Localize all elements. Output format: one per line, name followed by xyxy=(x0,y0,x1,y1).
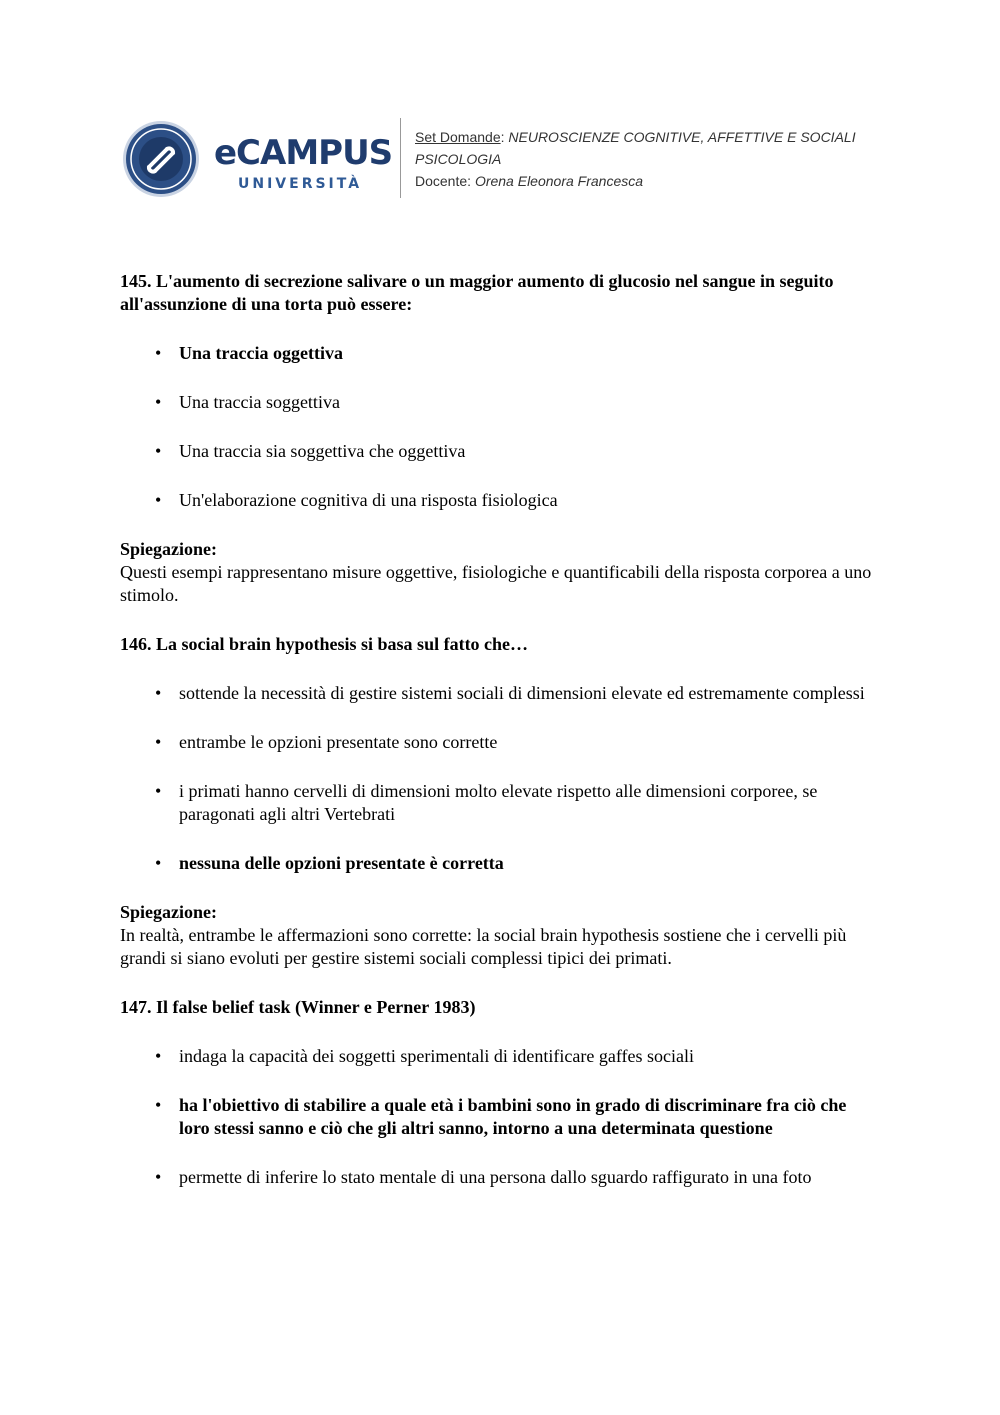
bullet: • xyxy=(155,683,162,703)
option-text: nessuna delle opzioni presentate è corretta xyxy=(179,853,504,873)
bullet: • xyxy=(155,732,162,752)
question-text: 146. La social brain hypothesis si basa sul fatto che… xyxy=(120,634,529,654)
header-divider xyxy=(400,118,401,198)
explanation-label: Spiegazione: xyxy=(120,902,217,922)
answer-option xyxy=(120,1045,880,1068)
questions-content xyxy=(120,270,880,1215)
bullet: • xyxy=(155,490,162,510)
explanation-label: Spiegazione: xyxy=(120,539,217,559)
answer-option xyxy=(120,489,880,512)
option-text: i primati hanno cervelli di dimensioni molto elevate rispetto alle dimensioni corporee, se paragonati agli altri Vertebrati xyxy=(179,781,818,824)
bullet: • xyxy=(155,392,162,412)
bullet: • xyxy=(155,1095,162,1115)
option-text: Una traccia sia soggettiva che oggettiva xyxy=(179,441,466,461)
bullet: • xyxy=(155,1167,162,1187)
logo-wordmark: eCAMPUS xyxy=(214,133,393,173)
header-info xyxy=(415,126,895,192)
docente-label: Docente: xyxy=(415,173,472,189)
course-name: PSICOLOGIA xyxy=(415,151,502,167)
explanation-text: In realtà, entrambe le affermazioni sono corrette: la social brain hypothesis sostiene che i cervelli più grandi si siano evoluti per gestire sistemi sociali complessi tipici dei primati. xyxy=(120,925,847,968)
question-block-147 xyxy=(120,996,880,1189)
option-text: entrambe le opzioni presentate sono corrette xyxy=(179,732,498,752)
option-text: permette di inferire lo stato mentale di una persona dallo sguardo raffigurato in una foto xyxy=(179,1167,812,1187)
question-block-145 xyxy=(120,270,880,607)
answer-option xyxy=(120,780,880,826)
option-text: Una traccia soggettiva xyxy=(179,392,340,412)
option-text: Una traccia oggettiva xyxy=(179,343,343,363)
option-text: sottende la necessità di gestire sistemi sociali di dimensioni elevate ed estremamente complessi xyxy=(179,683,865,703)
option-text: Un'elaborazione cognitiva di una risposta fisiologica xyxy=(179,490,558,510)
bullet: • xyxy=(155,781,162,801)
ecampus-logo xyxy=(120,118,393,202)
explanation-text: Questi esempi rappresentano misure oggettive, fisiologiche e quantificabili della risposta corporea a uno stimolo. xyxy=(120,562,872,605)
answer-option xyxy=(120,731,880,754)
set-line: Set Domande: NEUROSCIENZE COGNITIVE, AFFETTIVE E SOCIALI xyxy=(415,129,856,145)
docente-value: Orena Eleonora Francesca xyxy=(474,173,644,189)
answer-option xyxy=(120,682,880,705)
answer-options xyxy=(120,682,880,875)
answer-option xyxy=(120,1166,880,1189)
docente-line xyxy=(415,170,895,192)
bullet: • xyxy=(155,441,162,461)
answer-option xyxy=(120,852,880,875)
question-text: 145. L'aumento di secrezione salivare o un maggior aumento di glucosio nel sangue in seguito all'assunzione di una torta può essere: xyxy=(120,271,834,314)
question-text: 147. Il false belief task (Winner e Perner 1983) xyxy=(120,997,476,1017)
bullet: • xyxy=(155,343,162,363)
option-text: ha l'obiettivo di stabilire a quale età i bambini sono in grado di discriminare fra ciò che loro stessi sanno e ciò che gli altri sanno, intorno a una determinata questione xyxy=(179,1095,847,1138)
answer-option xyxy=(120,440,880,463)
bullet: • xyxy=(155,853,162,873)
option-text: indaga la capacità dei soggetti sperimentali di identificare gaffes sociali xyxy=(179,1046,694,1066)
set-label: Set Domande xyxy=(415,129,501,145)
document-header xyxy=(120,118,890,202)
bullet: • xyxy=(155,1046,162,1066)
answer-option xyxy=(120,1094,880,1140)
answer-options xyxy=(120,342,880,512)
set-value: NEUROSCIENZE COGNITIVE, AFFETTIVE E SOCIALI xyxy=(508,129,856,145)
answer-option xyxy=(120,391,880,414)
logo-subtitle: UNIVERSITÀ xyxy=(238,176,363,192)
ecampus-seal-icon xyxy=(122,120,200,198)
question-block-146 xyxy=(120,633,880,970)
answer-option xyxy=(120,342,880,365)
answer-options xyxy=(120,1045,880,1189)
